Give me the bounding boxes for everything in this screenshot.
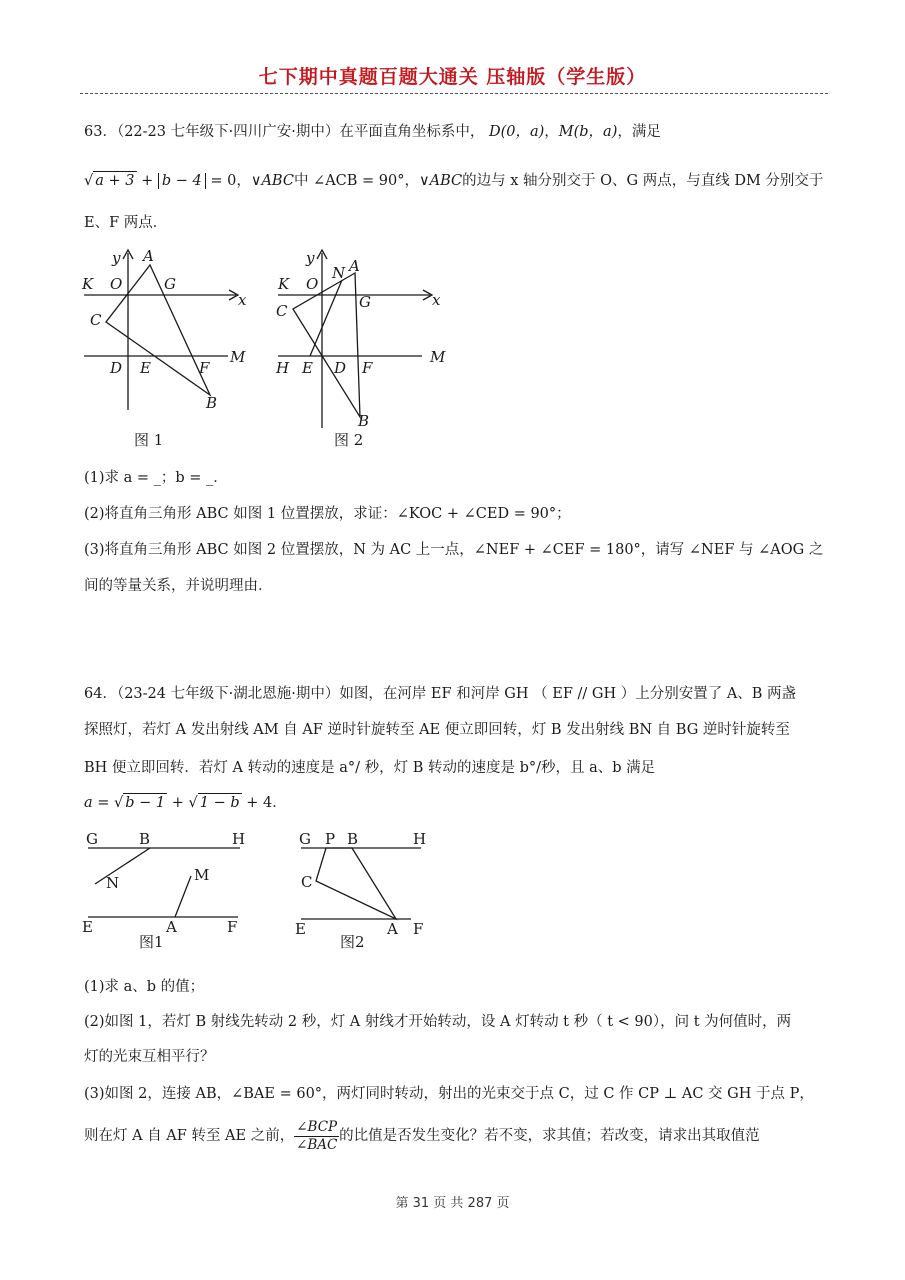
q64-eq-sqrt-1: b − 1	[125, 795, 166, 811]
q63-point-d: D(0，a)	[488, 124, 545, 140]
q63-cond-rest-2: 的边与 x 轴分别交于 O、G 两点，与直线 DM 分别交于	[462, 173, 824, 189]
q64-fraction-numerator: ∠BCP	[296, 1118, 338, 1135]
fig1-label-k: K	[82, 275, 94, 293]
q64-fig2-label-g: G	[299, 830, 311, 848]
fig2-caption: 图 2	[334, 431, 364, 449]
q63-part-1: (1)求 a = _；b = _．	[84, 470, 228, 486]
q64-fig2-label-p: P	[325, 830, 336, 848]
q64-fig2-label-b: B	[347, 830, 359, 848]
q64-figure-1	[80, 830, 260, 955]
q63-point-m: M(b，a)	[558, 124, 618, 140]
fig1-label-a: A	[143, 247, 154, 265]
q63-part-3a: (3)将直角三角形 ABC 如图 2 位置摆放，N 为 AC 上一点，∠NEF + ∠CEF = 180°，请写 ∠NEF 与 ∠AOG 之	[84, 542, 824, 558]
fig2-label-k: K	[278, 275, 290, 293]
fig2-label-o: O	[306, 275, 319, 293]
q64-fig1-caption: 图1	[139, 933, 164, 951]
q63-cond-sqrt: a + 3	[95, 173, 135, 189]
q64-line-3: BH 便立即回转．若灯 A 转动的速度是 a°/ 秒，灯 B 转动的速度是 b°/秒，且 a、b 满足	[84, 760, 656, 776]
q63-line-2: √ a + 3 + b − 4 = 0，∨ABC中 ∠ACB = 90°，∨ABC的边与 x 轴分别交于 O、G 两点，与直线 DM 分别交于	[84, 173, 824, 189]
fig2-label-x: x	[432, 291, 441, 309]
page-footer: 第 31 页 共 287 页	[395, 1196, 510, 1211]
fig1-label-d: D	[110, 359, 123, 377]
fig2-label-c: C	[276, 302, 288, 320]
q64-fig1-label-e: E	[82, 918, 93, 936]
q63-intro: 在平面直角坐标系中，	[339, 124, 485, 140]
q63-tri-sym: ∨ABC	[250, 173, 294, 189]
q64-eq-plus: +	[167, 795, 189, 811]
q63-part-3b: 间的等量关系，并说明理由．	[84, 578, 273, 594]
q63-source: （22-23 七年级下·四川广安·期中）	[116, 124, 340, 140]
q64-figure-2	[293, 830, 473, 955]
fig2-label-m: M	[430, 348, 446, 366]
q64-fig1-label-g: G	[86, 830, 98, 848]
q64-eq-prefix: a =	[84, 795, 115, 811]
q64-fig1-label-b: B	[139, 830, 151, 848]
q64-part-3b-suffix: 的比值是否发生变化？若不变，求其值；若改变，请求出其取值范	[339, 1128, 760, 1144]
fig2-label-n: N	[332, 264, 346, 282]
fig1-label-y: y	[112, 249, 121, 267]
q64-fig2-label-c: C	[301, 873, 313, 891]
q64-eq-sqrt-2: 1 − b	[199, 795, 240, 811]
fig2-label-h: H	[276, 359, 290, 377]
q63-part-2: (2)将直角三角形 ABC 如图 1 位置摆放，求证：∠KOC + ∠CED = 90°；	[84, 506, 571, 522]
q63-line-3: E、F 两点．	[84, 215, 168, 231]
fig2-label-f: F	[362, 359, 373, 377]
fig2-label-y: y	[306, 249, 315, 267]
q63-suffix: ，满足	[617, 124, 661, 140]
q63-line-1: 63．（22-23 七年级下·四川广安·期中）在平面直角坐标系中， D(0，a)，M(b，a)，满足	[84, 124, 661, 140]
q64-fraction	[294, 1119, 339, 1154]
q64-eq-suffix: + 4．	[241, 795, 287, 811]
q64-part-3a: (3)如图 2，连接 AB，∠BAE = 60°，两灯同时转动，射出的光束交于点 C，过 C 作 CP ⊥ AC 交 GH 于点 P，	[84, 1086, 814, 1102]
fig2-label-e: E	[302, 359, 313, 377]
q64-line-1: 64．（23-24 七年级下·湖北恩施·期中）如图，在河岸 EF 和河岸 GH （ EF // GH ）上分别安置了 A、B 两盏	[84, 686, 797, 702]
q64-fig1-label-f: F	[227, 918, 238, 936]
q63-cond-rest: 中 ∠ACB = 90°，	[293, 173, 420, 189]
q64-fig2-label-f: F	[413, 920, 424, 938]
q64-part-2b: 灯的光束互相平行？	[84, 1049, 215, 1065]
fig1-label-g: G	[164, 275, 176, 293]
fig2-label-g: G	[359, 293, 371, 311]
q64-part-3b	[84, 1118, 824, 1154]
q63-figure-2	[272, 245, 462, 460]
fig1-label-o: O	[110, 275, 123, 293]
q64-part-3b-prefix: 则在灯 A 自 AF 转至 AE 之前，	[84, 1128, 295, 1144]
fig1-label-f: F	[199, 359, 210, 377]
q64-part-1: (1)求 a、b 的值；	[84, 979, 205, 995]
q64-fig2-label-h: H	[413, 830, 427, 848]
q63-cond-abs: b − 4	[158, 173, 206, 189]
q64-fig2-caption: 图2	[340, 933, 365, 951]
q64-part-2a: (2)如图 1，若灯 B 射线先转动 2 秒，灯 A 射线才开始转动，设 A 灯转动 t 秒（ t < 90），问 t 为何值时，两	[84, 1014, 792, 1030]
fig1-label-c: C	[90, 311, 102, 329]
fig2-label-d: D	[334, 359, 347, 377]
fig1-label-b: B	[206, 394, 218, 412]
q63-figure-1	[78, 245, 268, 460]
q64-fig1-label-h: H	[232, 830, 246, 848]
fig2-label-a: A	[349, 257, 360, 275]
q64-equation: a = √ b − 1 + √ 1 − b + 4．	[84, 795, 287, 811]
q63-tri-sym-2: ∨ABC	[419, 173, 463, 189]
header-divider	[80, 93, 828, 94]
q64-fraction-denominator: ∠BAC	[296, 1136, 338, 1153]
q63-number: 63．	[84, 124, 117, 140]
q64-line-2: 探照灯，若灯 A 发出射线 AM 自 AF 逆时针旋转至 AE 便立即回转，灯 B 发出射线 BN 自 BG 逆时针旋转至	[84, 722, 790, 738]
fig1-label-x: x	[238, 291, 247, 309]
q64-fig1-label-m: M	[194, 866, 210, 884]
fig1-label-m: M	[230, 348, 246, 366]
fig2-label-b: B	[358, 412, 370, 430]
q64-fig1-label-n: N	[106, 874, 120, 892]
q64-fig2-label-e: E	[295, 920, 306, 938]
fig1-caption: 图 1	[134, 431, 164, 449]
fig1-label-e: E	[140, 359, 151, 377]
q63-cond-eq: = 0，	[205, 173, 251, 189]
page-header: 七下期中真题百题大通关 压轴版（学生版）	[258, 66, 647, 88]
q64-fig2-label-a: A	[387, 920, 398, 938]
q64-fig1-label-a: A	[166, 918, 177, 936]
